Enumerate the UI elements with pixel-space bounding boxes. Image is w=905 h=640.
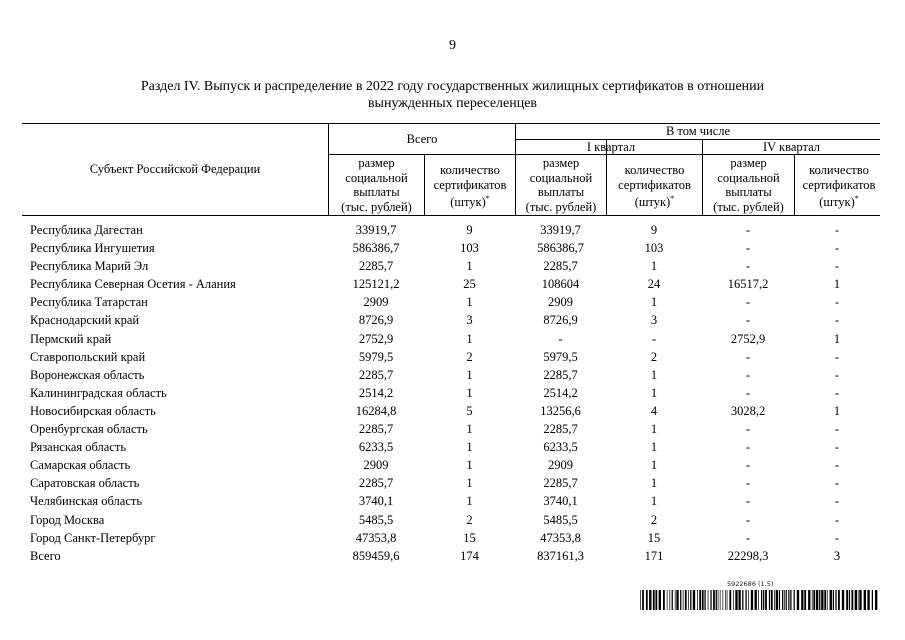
cell-total-sum: 8726,9 [358, 313, 394, 328]
region-name: Город Санкт-Петербург [30, 530, 156, 545]
cell-total-sum: 125121,2 [352, 277, 400, 292]
region-name: Всего [30, 548, 61, 563]
cell-q4-sum: - [745, 295, 751, 310]
region-name: Рязанская область [30, 440, 127, 455]
cell-q1-cnt: 15 [647, 530, 661, 545]
cell-q1-sum: 2285,7 [543, 422, 578, 437]
region-name: Самарская область [30, 458, 131, 473]
cell-q4-cnt: - [834, 494, 840, 509]
cell-q4-sum: - [745, 367, 751, 382]
cell-total-sum: 47353,8 [355, 530, 397, 545]
cell-total-sum: 2285,7 [358, 422, 394, 437]
cell-total-sum: 2909 [363, 458, 389, 473]
cell-q1-sum: 13256,6 [540, 403, 581, 418]
table-body [22, 221, 880, 565]
cell-q1-sum: 5485,5 [543, 512, 578, 527]
header-total: Всего [406, 132, 438, 146]
cell-q1-cnt: 1 [650, 367, 658, 382]
region-name: Республика Марий Эл [30, 259, 149, 274]
title-line-2: вынужденных переселенцев [367, 96, 538, 111]
region-name: Пермский край [30, 331, 112, 346]
cell-total-cnt: 1 [466, 331, 473, 346]
cell-q4-sum: - [745, 440, 751, 455]
header-total-payment: размер социальной выплаты (тыс. рублей) [341, 156, 412, 214]
cell-q4-cnt: 1 [833, 331, 841, 346]
cell-q1-sum: 2285,7 [543, 367, 578, 382]
cell-q4-sum: - [745, 476, 751, 491]
cell-q1-cnt: 103 [644, 241, 664, 256]
cell-q1-sum: 5979,5 [543, 349, 578, 364]
cell-q4-cnt: - [834, 241, 840, 256]
cell-total-sum: 5485,5 [358, 512, 394, 527]
cell-q4-sum: 16517,2 [727, 277, 769, 292]
region-name: Новосибирская область [30, 403, 156, 418]
table-row [22, 456, 880, 474]
table-row [22, 492, 880, 510]
table-row [22, 348, 880, 366]
cell-q1-cnt: 24 [647, 277, 661, 292]
cell-q1-sum: 837161,3 [537, 548, 584, 563]
cell-q4-cnt: - [834, 367, 840, 382]
cell-q1-cnt: 3 [650, 313, 658, 328]
header-q4-count: количество сертификатов (штук)* [802, 163, 876, 210]
cell-q1-cnt: 1 [650, 385, 658, 400]
cell-q1-sum: 2909 [548, 295, 573, 310]
table-row [22, 547, 880, 565]
header-q1: I квартал [586, 140, 636, 154]
cell-q1-sum: 2909 [548, 458, 573, 473]
cell-total-cnt: 1 [466, 494, 473, 509]
header-including: В том числе [665, 124, 731, 138]
cell-total-cnt: 2 [466, 349, 473, 364]
cell-q4-sum: 22298,3 [727, 548, 769, 563]
region-name: Республика Ингушетия [30, 241, 155, 256]
cell-total-cnt: 1 [466, 259, 473, 274]
cell-total-sum: 2909 [363, 295, 389, 310]
region-name: Саратовская область [30, 476, 140, 491]
cell-total-cnt: 3 [466, 313, 473, 328]
cell-q1-sum: 33919,7 [540, 223, 581, 237]
region-name: Краснодарский край [30, 313, 140, 328]
cell-total-sum: 2752,9 [358, 331, 394, 346]
cell-q4-cnt: 1 [833, 403, 841, 418]
cell-q4-sum: - [745, 223, 751, 237]
cell-q4-sum: - [745, 422, 751, 437]
cell-q1-cnt: 1 [650, 422, 658, 437]
cell-q4-cnt: - [834, 530, 840, 545]
cell-total-cnt: 9 [466, 223, 473, 237]
cell-total-cnt: 1 [466, 295, 473, 310]
cell-q4-cnt: - [834, 259, 840, 274]
cell-q4-sum: - [745, 259, 751, 274]
cell-q4-sum: - [745, 241, 751, 256]
cell-q1-cnt: 2 [650, 349, 658, 364]
cell-q1-sum: 2514,2 [543, 385, 578, 400]
cell-q1-sum: 8726,9 [543, 313, 578, 328]
header-bottom-rule [22, 215, 880, 216]
region-name: Воронежская область [30, 367, 145, 382]
cell-q1-sum: 108604 [541, 277, 580, 292]
header-q1-count: количество сертификатов (штук)* [618, 163, 691, 210]
cell-total-cnt: 15 [463, 530, 476, 545]
table-row [22, 366, 880, 384]
cell-q4-sum: - [745, 385, 751, 400]
header-total-count: количество сертификатов (штук)* [433, 163, 507, 210]
cell-q1-cnt: 1 [650, 295, 658, 310]
cell-q4-cnt: - [834, 295, 840, 310]
table-row [22, 239, 880, 257]
table-row [22, 257, 880, 275]
cell-q4-cnt: 1 [833, 277, 841, 292]
cell-q4-sum: 2752,9 [730, 331, 766, 346]
table-row [22, 438, 880, 456]
cell-total-sum: 586386,7 [352, 241, 400, 256]
table-row [22, 529, 880, 547]
cell-total-sum: 859459,6 [352, 548, 400, 563]
cell-q4-cnt: - [834, 422, 840, 437]
cell-total-sum: 5979,5 [358, 349, 394, 364]
table-row [22, 402, 880, 420]
barcode-label: 5922686 (1.5) [727, 580, 774, 588]
cell-q4-cnt: - [834, 349, 840, 364]
cell-q1-cnt: 171 [644, 548, 664, 563]
barcode-icon [640, 590, 880, 610]
cell-total-cnt: 5 [466, 403, 473, 418]
cell-q1-sum: 586386,7 [537, 241, 584, 256]
cell-q4-cnt: - [834, 458, 840, 473]
cell-q1-sum: - [558, 331, 563, 346]
certificates-table [22, 221, 880, 565]
section-title [60, 78, 845, 112]
cell-total-cnt: 25 [463, 277, 476, 292]
cell-q4-cnt: - [834, 476, 840, 491]
page-number: 9 [449, 38, 456, 53]
cell-total-sum: 2285,7 [358, 259, 394, 274]
region-name: Оренбургская область [30, 422, 148, 437]
cell-q1-cnt: 2 [650, 512, 658, 527]
cell-q4-sum: - [745, 313, 751, 328]
cell-total-sum: 2514,2 [358, 385, 394, 400]
cell-total-sum: 2285,7 [358, 476, 394, 491]
cell-total-cnt: 1 [466, 422, 473, 437]
cell-q4-sum: - [745, 512, 751, 527]
region-name: Республика Северная Осетия - Алания [30, 277, 236, 292]
cell-total-cnt: 1 [466, 458, 473, 473]
cell-q1-sum: 3740,1 [543, 494, 578, 509]
region-name: Челябинская область [30, 494, 143, 509]
header-subject: Субъект Российской Федерации [89, 162, 261, 176]
cell-total-cnt: 1 [466, 385, 473, 400]
cell-total-sum: 16284,8 [355, 403, 397, 418]
table-row [22, 330, 880, 348]
table-row [22, 511, 880, 529]
cell-q1-cnt: 9 [650, 223, 658, 237]
cell-q4-cnt: - [834, 313, 840, 328]
cell-q4-cnt: - [834, 440, 840, 455]
cell-q1-cnt: - [651, 331, 657, 346]
cell-q1-cnt: 1 [650, 494, 658, 509]
table-row [22, 311, 880, 329]
cell-q4-cnt: - [834, 512, 840, 527]
table-row [22, 221, 880, 239]
cell-q1-sum: 6233,5 [543, 440, 578, 455]
cell-q4-sum: 3028,2 [730, 403, 766, 418]
cell-q1-cnt: 1 [650, 458, 658, 473]
table-row [22, 474, 880, 492]
cell-total-sum: 6233,5 [358, 440, 394, 455]
cell-q1-sum: 47353,8 [540, 530, 581, 545]
cell-total-sum: 33919,7 [355, 223, 397, 237]
cell-total-sum: 3740,1 [358, 494, 394, 509]
cell-q1-cnt: 1 [650, 476, 658, 491]
region-name: Город Москва [30, 512, 105, 527]
cell-total-cnt: 1 [466, 440, 473, 455]
cell-total-cnt: 103 [460, 241, 479, 256]
cell-q1-sum: 2285,7 [543, 476, 578, 491]
cell-q1-sum: 2285,7 [543, 259, 578, 274]
region-name: Ставропольский край [30, 349, 146, 364]
cell-q4-cnt: - [834, 385, 840, 400]
header-q4: IV квартал [762, 140, 821, 154]
table-row [22, 384, 880, 402]
table-row [22, 420, 880, 438]
cell-total-cnt: 1 [466, 367, 473, 382]
cell-q4-cnt: - [834, 223, 840, 237]
cell-total-cnt: 174 [460, 548, 479, 563]
cell-q1-cnt: 1 [650, 259, 658, 274]
cell-total-cnt: 1 [466, 476, 473, 491]
cell-q1-cnt: 1 [650, 440, 658, 455]
cell-q4-cnt: 3 [833, 548, 841, 563]
cell-q4-sum: - [745, 349, 751, 364]
table-row [22, 275, 880, 293]
cell-q4-sum: - [745, 530, 751, 545]
header-q4-payment: размер социальной выплаты (тыс. рублей) [713, 156, 784, 214]
table-row [22, 293, 880, 311]
cell-q4-sum: - [745, 458, 751, 473]
region-name: Республика Татарстан [30, 295, 148, 310]
cell-q1-cnt: 4 [650, 403, 658, 418]
title-line-1: Раздел IV. Выпуск и распределение в 2022 году государственных жилищных сертификатов в отношении [140, 79, 765, 94]
region-name: Калининградская область [30, 385, 167, 400]
header-q1-payment: размер социальной выплаты (тыс. рублей) [525, 156, 597, 214]
cell-total-sum: 2285,7 [358, 367, 394, 382]
region-name: Республика Дагестан [30, 223, 143, 237]
cell-total-cnt: 2 [466, 512, 473, 527]
cell-q4-sum: - [745, 494, 751, 509]
